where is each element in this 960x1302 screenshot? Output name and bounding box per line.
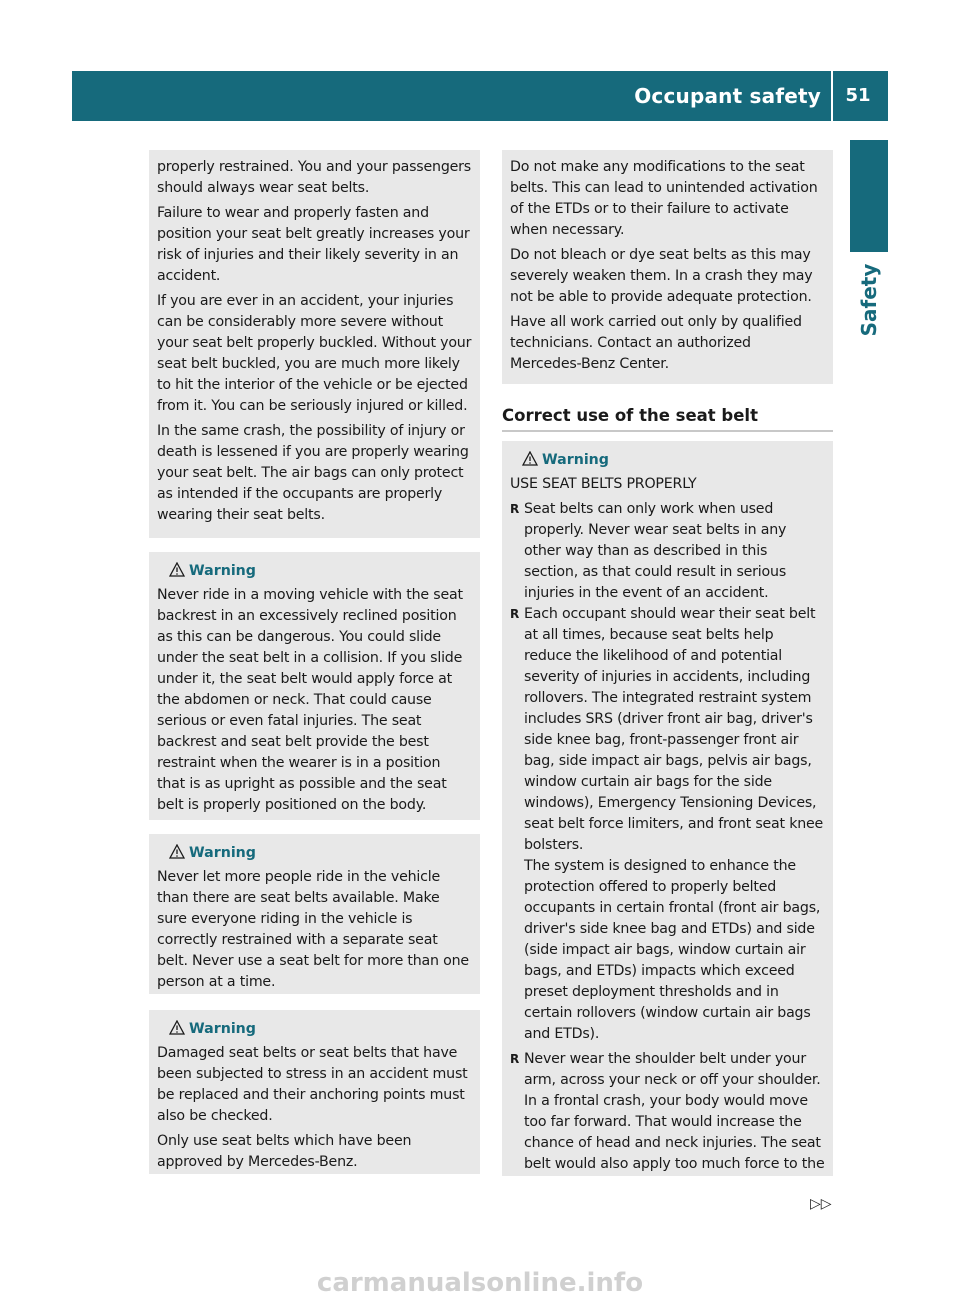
warning-triangle-icon (169, 844, 185, 859)
warning-triangle-icon (169, 562, 185, 577)
warning-subheading: USE SEAT BELTS PROPERLY (510, 476, 697, 492)
continued-arrow-icon: ▷▷ (810, 1196, 832, 1212)
paragraph: In the same crash, the possibility of injury or death is lessened if you are properly wearing your seat belt. The air bags can only protect as intended if the occupants are properly wearing their seat belts. (157, 423, 469, 523)
bullet-list (510, 1049, 825, 1175)
paragraph: Do not make any modifications to the seat belts. This can lead to unintended activation of the ETDs or to their failure to activate when necessary. (510, 159, 818, 238)
warning-heading (157, 559, 472, 581)
warning-box (502, 441, 833, 1176)
paragraph: Only use seat belts which have been approved by Mercedes-Benz. (157, 1133, 412, 1170)
paragraph: The system is designed to enhance the protection offered to properly belted occupants in certain frontal (front air bags, driver's side knee bag and ETDs) and side (side impact air bags, window curtain air bags, and ETDs) impacts which exceed preset deployment thresholds and in certain rollovers (window curtain air bags and ETDs). (524, 858, 821, 1042)
paragraph: Never let more people ride in the vehicle than there are seat belts available. Make sure everyone riding in the vehicle is correctly restrained with a separate seat belt. Never use a seat belt for more than one person at a time. (157, 869, 469, 990)
warning-heading (510, 448, 825, 470)
paragraph: Never ride in a moving vehicle with the seat backrest in an excessively reclined position as this can be dangerous. You could slide under the seat belt in a collision. If you slide under it, the seat belt would apply force at the abdomen or neck. That could cause serious or even fatal injuries. The seat backrest and seat belt provide the best restraint when the wearer is in a position that is as upright as possible and the seat belt is properly positioned on the body. (157, 587, 463, 813)
watermark: carmanualsonline.info (316, 1268, 644, 1298)
list-item: R Each occupant should wear their seat belt at all times, because seat belts help reduce the likelihood of and potential severity of injuries in accidents, including rollovers. The integrated restraint system includes SRS (driver front air bag, driver's side knee bag, front-passenger front air bag, side impact air bags, pelvis air bags, window curtain air bags for the side windows), Emergency Tensioning Devices, seat belt force limiters, and front seat knee bolsters. (510, 604, 825, 856)
warning-box (149, 552, 480, 820)
warning-label: Warning (189, 845, 256, 861)
caution-box (502, 150, 833, 384)
warning-box (149, 834, 480, 994)
warning-label: Warning (189, 1021, 256, 1037)
warning-triangle-icon (522, 451, 538, 466)
warning-box (149, 1010, 480, 1174)
warning-heading (157, 841, 472, 863)
paragraph: If you are ever in an accident, your injuries can be considerably more severe without your seat belt properly buckled. Without your seat belt buckled, you are much more likely to hit the interior of the vehicle or be ejected from it. You can be seriously injured or killed. (157, 293, 472, 414)
warning-triangle-icon (169, 1020, 185, 1035)
header-bar (72, 71, 888, 121)
paragraph: Do not bleach or dye seat belts as this may severely weaken them. In a crash they may not be able to provide adequate protection. (510, 247, 813, 305)
list-item: R Never wear the shoulder belt under your arm, across your neck or off your shoulder. In a frontal crash, your body would move too far forward. That would increase the chance of head and neck injuries. The seat belt would also apply too much force to the (510, 1049, 825, 1175)
paragraph: Damaged seat belts or seat belts that have been subjected to stress in an accident must be replaced and their anchoring points must also be checked. (157, 1045, 468, 1124)
bullet-list (510, 499, 825, 856)
paragraph: Failure to wear and properly fasten and position your seat belt greatly increases your risk of injuries and their likely severity in an accident. (157, 205, 470, 284)
paragraph: Have all work carried out only by qualified technicians. Contact an authorized Mercedes-Benz Center. (510, 314, 802, 372)
header-divider (831, 71, 833, 121)
page-title: Occupant safety (634, 84, 821, 108)
side-tab-marker (850, 140, 888, 252)
warning-heading (157, 1017, 472, 1039)
list-item: R Seat belts can only work when used properly. Never wear seat belts in any other way than as described in this section, as that could result in serious injuries in the event of an accident. (510, 499, 825, 604)
page-number: 51 (845, 85, 871, 106)
intro-box (149, 150, 480, 538)
paragraph: properly restrained. You and your passengers should always wear seat belts. (157, 159, 471, 196)
side-tab-label: Safety (857, 263, 881, 337)
warning-label: Warning (189, 563, 256, 579)
warning-label: Warning (542, 452, 609, 468)
section-heading: Correct use of the seat belt (502, 406, 833, 432)
